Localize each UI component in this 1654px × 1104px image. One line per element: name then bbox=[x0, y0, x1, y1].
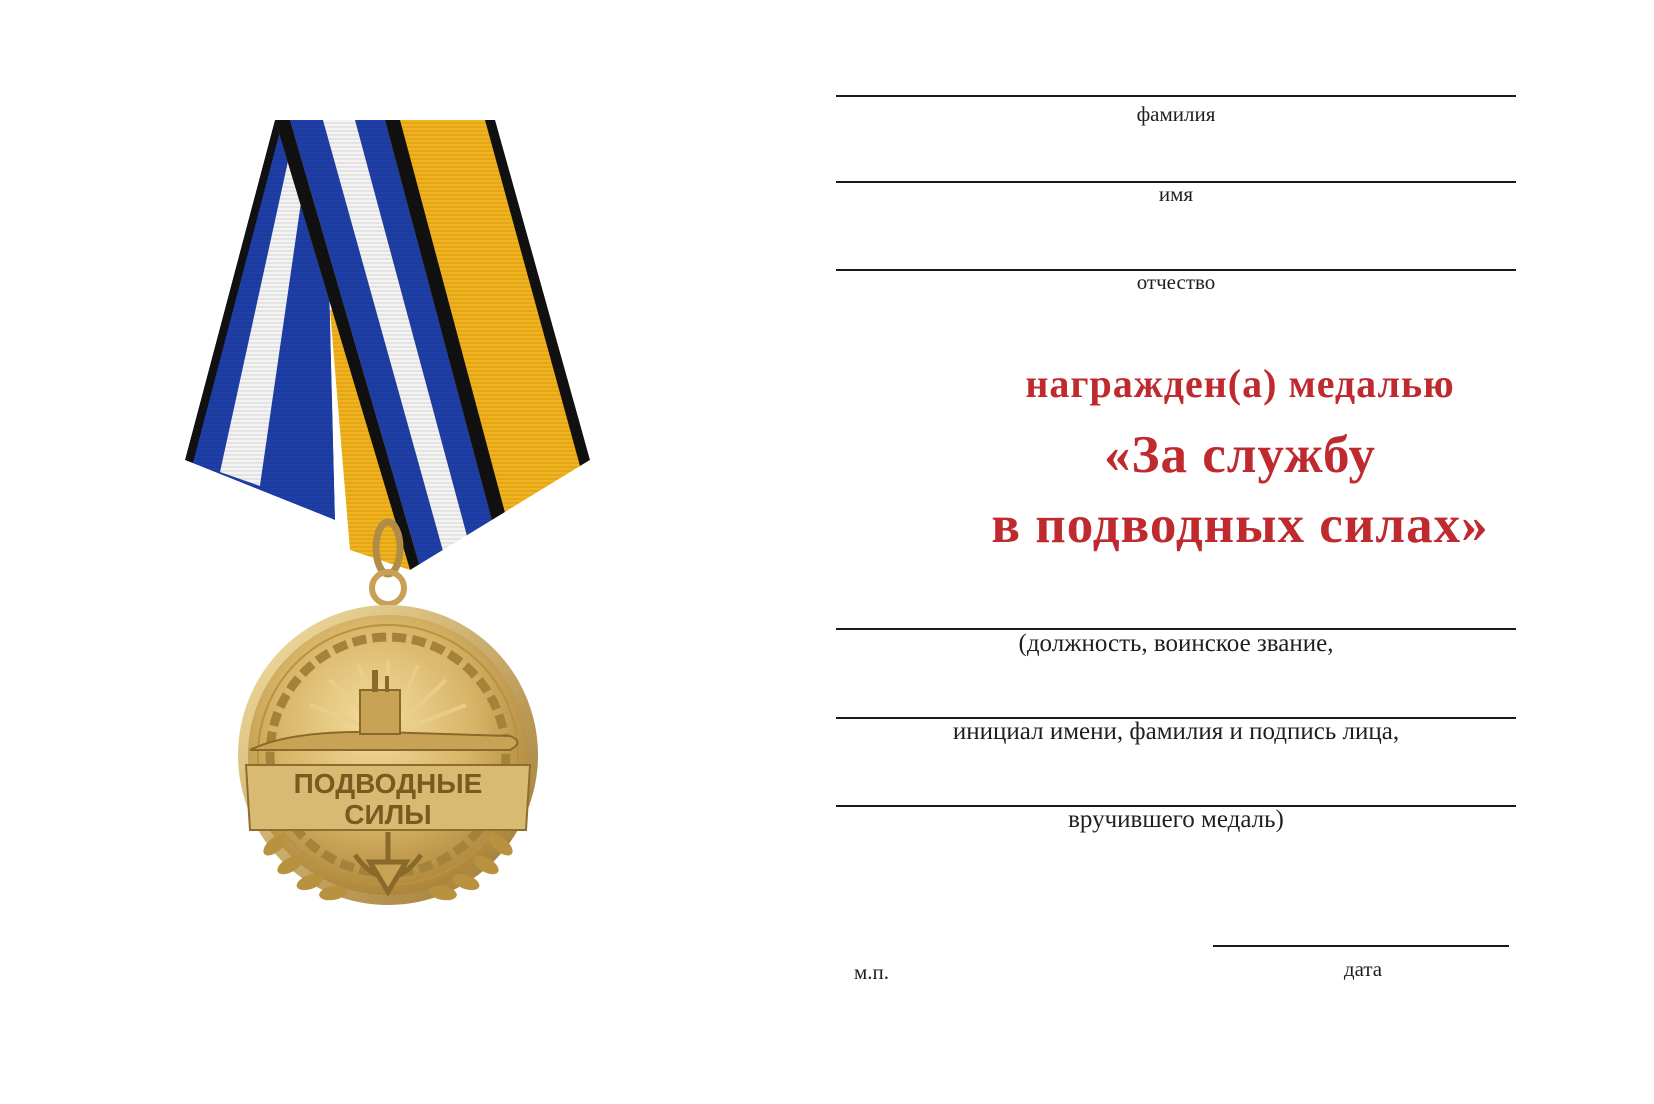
medal-disc bbox=[238, 605, 538, 905]
award-title-line2: в подводных силах» bbox=[991, 496, 1489, 554]
name-caption: имя bbox=[1158, 182, 1194, 206]
medal-inscription-top: ПОДВОДНЫЕ bbox=[293, 768, 483, 799]
patronymic-caption: отчество bbox=[1136, 270, 1216, 294]
date-caption: дата bbox=[1343, 957, 1383, 981]
medal-image bbox=[180, 110, 620, 970]
surname-line bbox=[836, 95, 1516, 97]
seal-label: м.п. bbox=[854, 960, 890, 984]
presenter-caption-1: (должность, воинское звание, bbox=[1018, 630, 1334, 657]
presenter-caption-2: инициал имени, фамилия и подпись лица, bbox=[952, 718, 1400, 745]
medal-icon bbox=[180, 110, 620, 970]
award-heading: награжден(а) медалью bbox=[1025, 361, 1455, 406]
surname-caption: фамилия bbox=[1136, 102, 1216, 126]
date-line bbox=[1213, 945, 1509, 947]
award-title-line1: «За службу bbox=[1104, 426, 1376, 484]
presenter-caption-3: вручившего медаль) bbox=[1068, 806, 1284, 833]
medal-inscription-bottom: СИЛЫ bbox=[344, 799, 432, 830]
